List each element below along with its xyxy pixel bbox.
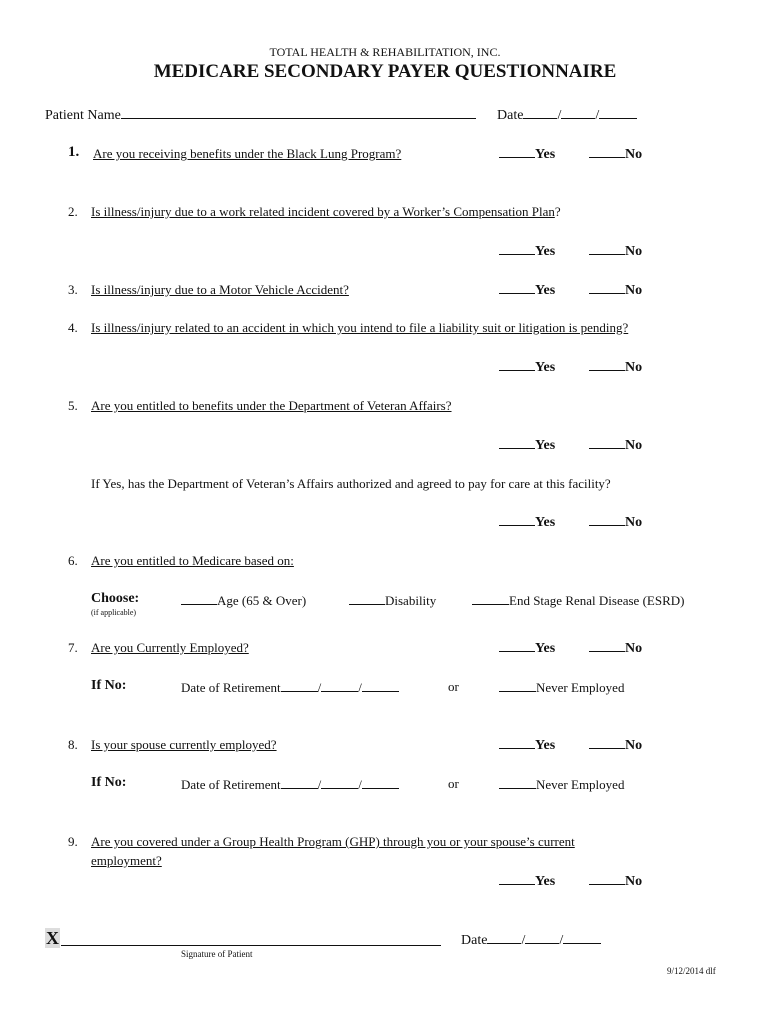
date-separator: /	[595, 108, 600, 123]
q5-yes-option[interactable]	[499, 436, 555, 454]
q8-never-blank[interactable]	[499, 776, 536, 789]
choose-label: Choose:	[91, 591, 140, 606]
question-9-number: 9.	[68, 834, 78, 849]
q8-yes-blank[interactable]	[499, 736, 535, 749]
question-4-text: Is illness/injury related to an accident in which you intend to file a liability suit or litigation is pending?	[91, 320, 629, 335]
q3-yes-blank[interactable]	[499, 281, 535, 294]
retirement-label: Date of Retirement	[181, 777, 281, 792]
yes-label: Yes	[535, 874, 556, 889]
q2-yes-blank[interactable]	[499, 242, 535, 255]
q8-no-blank[interactable]	[589, 736, 625, 749]
q4-no-blank[interactable]	[589, 358, 625, 371]
q2-no-option[interactable]	[589, 242, 642, 260]
option-disability-blank[interactable]	[349, 592, 385, 605]
question-1-number: 1.	[68, 144, 80, 160]
q9-yes-option[interactable]	[499, 872, 555, 890]
date-separator: /	[557, 108, 562, 123]
never-employed-label: Never Employed	[536, 680, 625, 695]
option-age-blank[interactable]	[181, 592, 217, 605]
date-month-field[interactable]	[523, 106, 557, 119]
question-7-number: 7.	[68, 640, 78, 655]
q4-yes-option[interactable]	[499, 358, 555, 376]
sig-date-day-field[interactable]	[525, 931, 559, 944]
q7-yes-blank[interactable]	[499, 639, 535, 652]
q9-no-blank[interactable]	[589, 872, 625, 885]
q2-yes-option[interactable]	[499, 242, 555, 260]
q4-no-option[interactable]	[589, 358, 642, 376]
q8-or-label: or	[448, 776, 459, 791]
sig-date-year-field[interactable]	[563, 931, 601, 944]
q5f-no-blank[interactable]	[589, 513, 625, 526]
q8-retirement-date: Date of Retirement / /	[181, 776, 399, 793]
no-label: No	[625, 244, 643, 259]
q7-or-label: or	[448, 679, 459, 694]
option-age[interactable]	[181, 592, 306, 609]
q5-followup-yes-option[interactable]	[499, 513, 555, 531]
x-mark-text: X	[46, 928, 59, 948]
question-5-text: Are you entitled to benefits under the Department of Veteran Affairs?	[91, 398, 452, 413]
question-3-number: 3.	[68, 282, 78, 297]
question-4-number: 4.	[68, 320, 78, 335]
question-9-text-line2: employment?	[91, 853, 162, 868]
q1-no-blank[interactable]	[589, 145, 625, 158]
question-6-number: 6.	[68, 553, 78, 568]
q8-if-no-label: If No:	[91, 775, 127, 790]
retire-day-field[interactable]	[321, 776, 358, 789]
patient-name-row	[45, 106, 476, 124]
q9-yes-blank[interactable]	[499, 872, 535, 885]
option-esrd-label: End Stage Renal Disease (ESRD)	[509, 593, 685, 608]
no-label: No	[625, 147, 643, 162]
yes-label: Yes	[535, 515, 556, 530]
question-9-text-line1: Are you covered under a Group Health Program (GHP) through you or your spouse’s current	[91, 834, 575, 849]
question-2-text	[91, 204, 561, 220]
patient-date-row	[497, 106, 637, 124]
form-title: MEDICARE SECONDARY PAYER QUESTIONNAIRE	[153, 61, 617, 82]
no-label: No	[625, 641, 643, 656]
patient-date-label: Date	[497, 108, 524, 123]
q5-no-option[interactable]	[589, 436, 642, 454]
q3-yes-option[interactable]	[499, 281, 555, 299]
signature-x-mark	[45, 928, 60, 949]
signature-field[interactable]	[61, 944, 441, 946]
yes-label: Yes	[535, 283, 556, 298]
question-2-mark: ?	[554, 204, 561, 219]
option-age-label: Age (65 & Over)	[217, 593, 307, 608]
signature-date-row	[461, 931, 601, 949]
q4-yes-blank[interactable]	[499, 358, 535, 371]
q7-never-employed-option[interactable]	[499, 679, 624, 696]
no-label: No	[625, 438, 643, 453]
q7-yes-option[interactable]	[499, 639, 555, 657]
yes-label: Yes	[535, 147, 556, 162]
q5f-yes-blank[interactable]	[499, 513, 535, 526]
option-disability-label: Disability	[385, 593, 437, 608]
question-3-text: Is illness/injury due to a Motor Vehicle Accident?	[91, 282, 349, 297]
q8-no-option[interactable]	[589, 736, 642, 754]
no-label: No	[625, 738, 643, 753]
date-separator: /	[559, 933, 564, 948]
question-1-text: Are you receiving benefits under the Black Lung Program?	[93, 146, 402, 161]
q7-no-blank[interactable]	[589, 639, 625, 652]
q7-retirement-date: Date of Retirement / /	[181, 679, 399, 696]
patient-name-field[interactable]	[121, 106, 476, 119]
retire-year-field[interactable]	[362, 776, 399, 789]
if-applicable-note: (if applicable)	[91, 608, 137, 617]
q5-yes-blank[interactable]	[499, 436, 535, 449]
q1-no-option[interactable]	[589, 145, 642, 163]
question-8-number: 8.	[68, 737, 78, 752]
retire-day-field[interactable]	[321, 679, 358, 692]
question-5-followup: If Yes, has the Department of Veteran’s Affairs authorized and agreed to pay for care at this facility?	[91, 476, 611, 491]
date-separator: /	[521, 933, 526, 948]
yes-label: Yes	[535, 641, 556, 656]
yes-label: Yes	[535, 438, 556, 453]
date-day-field[interactable]	[561, 106, 595, 119]
q8-never-employed-option[interactable]	[499, 776, 624, 793]
yes-label: Yes	[535, 244, 556, 259]
option-disability[interactable]	[349, 592, 436, 609]
q8-yes-option[interactable]	[499, 736, 555, 754]
q5-no-blank[interactable]	[589, 436, 625, 449]
no-label: No	[625, 360, 643, 375]
question-2-body: Is illness/injury due to a work related incident covered by a Worker’s Compensation Plan	[91, 204, 555, 219]
never-employed-label: Never Employed	[536, 777, 625, 792]
retirement-label: Date of Retirement	[181, 680, 281, 695]
q1-yes-option[interactable]	[499, 145, 555, 163]
question-7-text: Are you Currently Employed?	[91, 640, 249, 655]
option-esrd[interactable]	[472, 592, 684, 609]
date-year-field[interactable]	[599, 106, 637, 119]
no-label: No	[625, 515, 643, 530]
yes-label: Yes	[535, 360, 556, 375]
q5-followup-no-option[interactable]	[589, 513, 642, 531]
retire-year-field[interactable]	[362, 679, 399, 692]
no-label: No	[625, 283, 643, 298]
company-name: TOTAL HEALTH & REHABILITATION, INC.	[269, 45, 501, 59]
no-label: No	[625, 874, 643, 889]
question-2-number: 2.	[68, 204, 78, 219]
q3-no-option[interactable]	[589, 281, 642, 299]
question-6-text: Are you entitled to Medicare based on:	[91, 553, 294, 568]
signature-date-label: Date	[461, 933, 488, 948]
option-esrd-blank[interactable]	[472, 592, 509, 605]
question-5-number: 5.	[68, 398, 78, 413]
q3-no-blank[interactable]	[589, 281, 625, 294]
form-version: 9/12/2014 dlf	[667, 966, 716, 976]
q7-never-blank[interactable]	[499, 679, 536, 692]
retire-month-field[interactable]	[281, 776, 318, 789]
q9-no-option[interactable]	[589, 872, 642, 890]
question-8-text: Is your spouse currently employed?	[91, 737, 277, 752]
q7-if-no-label: If No:	[91, 678, 127, 693]
q2-no-blank[interactable]	[589, 242, 625, 255]
yes-label: Yes	[535, 738, 556, 753]
signature-caption: Signature of Patient	[181, 949, 253, 959]
q1-yes-blank[interactable]	[499, 145, 535, 158]
sig-date-month-field[interactable]	[487, 931, 521, 944]
retire-month-field[interactable]	[281, 679, 318, 692]
q7-no-option[interactable]	[589, 639, 642, 657]
patient-name-label: Patient Name	[45, 108, 121, 123]
